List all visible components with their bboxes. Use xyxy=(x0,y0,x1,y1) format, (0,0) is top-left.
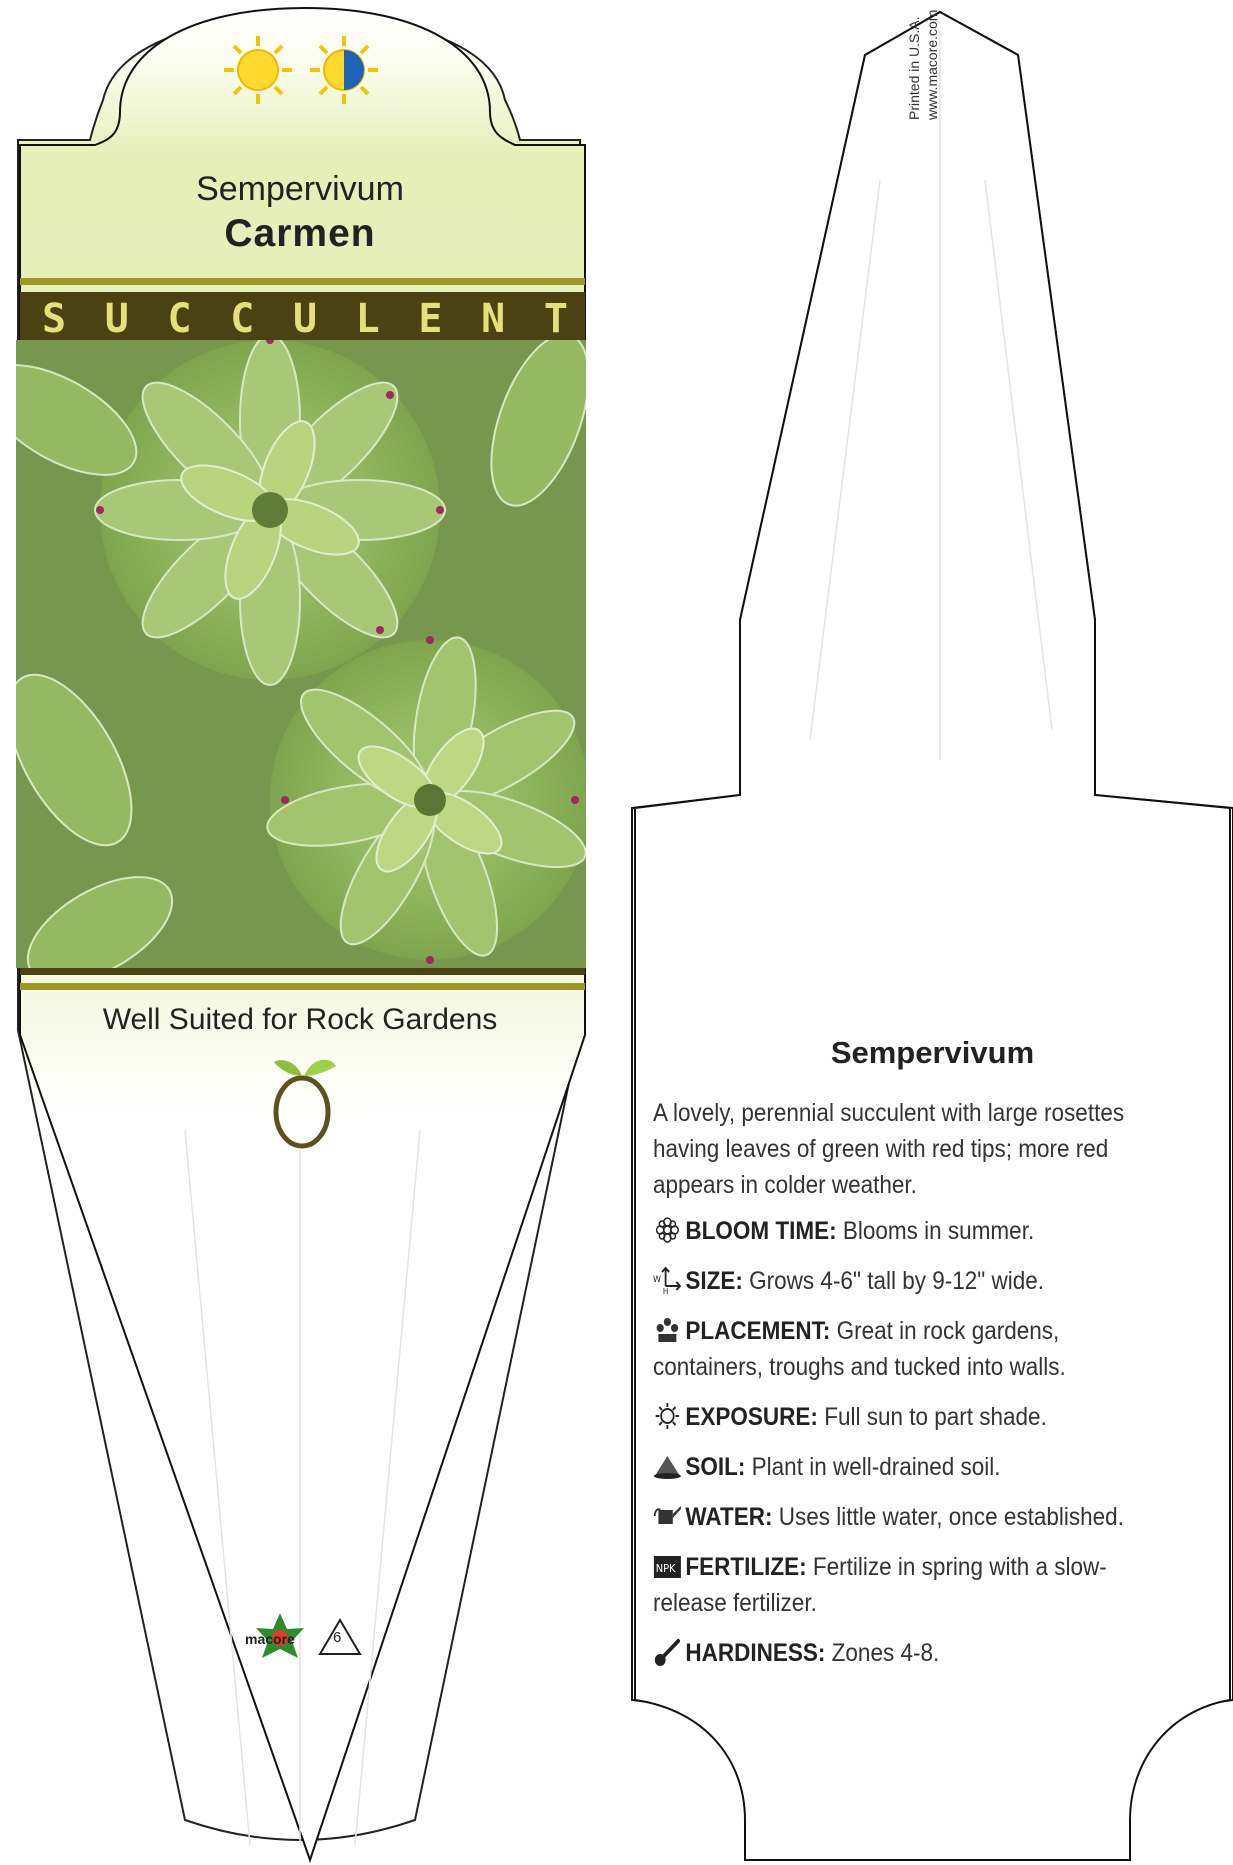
attribute-value: Plant in well-drained soil. xyxy=(751,1453,1001,1481)
category-letter: S xyxy=(42,296,67,342)
plant-cultivar: Carmen xyxy=(224,212,376,255)
printed-line: Printed in U.S.A. xyxy=(906,16,922,120)
attribute-label: PLACEMENT: xyxy=(685,1317,831,1345)
svg-text:H: H xyxy=(662,1286,669,1294)
npk-icon xyxy=(653,1552,682,1580)
top-rule xyxy=(20,278,585,285)
svg-text:W: W xyxy=(653,1274,661,1286)
attribute-label: WATER: xyxy=(685,1503,773,1531)
recycle-code: 6 xyxy=(333,1629,342,1646)
attribute-row xyxy=(653,1213,1153,1249)
sun-outline-icon xyxy=(653,1402,682,1430)
attribute-label: SIZE: xyxy=(685,1267,743,1295)
plant-photo xyxy=(0,322,608,1005)
size-icon xyxy=(653,1266,682,1294)
category-letter: L xyxy=(355,296,380,342)
attribute-value: Full sun to part shade. xyxy=(824,1403,1047,1431)
attribute-row xyxy=(653,1263,1153,1299)
category-label xyxy=(20,296,590,342)
attribute-row xyxy=(653,1499,1153,1535)
attribute-value: Fertilize in spring with a slow-release fertilizer. xyxy=(653,1553,1107,1617)
category-letter: T xyxy=(543,296,568,342)
attribute-value: Uses little water, once established. xyxy=(778,1503,1124,1531)
thermometer-icon xyxy=(653,1638,682,1666)
attribute-value: Zones 4-8. xyxy=(831,1639,940,1667)
attribute-row xyxy=(653,1313,1153,1385)
plant-genus: Sempervivum xyxy=(196,170,404,208)
attribute-value: Great in rock gardens, containers, troughs and tucked into walls. xyxy=(653,1317,1066,1381)
attribute-row xyxy=(653,1635,1153,1671)
attribute-label: FERTILIZE: xyxy=(685,1553,807,1581)
attribute-label: EXPOSURE: xyxy=(685,1403,818,1431)
category-letter: U xyxy=(292,296,318,342)
care-info xyxy=(653,1095,1153,1685)
attribute-value: Grows 4-6" tall by 9-12" wide. xyxy=(749,1267,1045,1295)
brand-name: macore xyxy=(245,1631,295,1647)
category-letter: N xyxy=(481,296,506,342)
attribute-row xyxy=(653,1549,1153,1621)
attribute-label: HARDINESS: xyxy=(685,1639,826,1667)
watering-can-icon xyxy=(653,1502,682,1530)
flower-icon xyxy=(653,1216,682,1244)
attribute-value: Blooms in summer. xyxy=(842,1217,1035,1245)
category-letter: C xyxy=(167,296,192,342)
attribute-label: SOIL: xyxy=(685,1453,746,1481)
attribute-label: BLOOM TIME: xyxy=(685,1217,837,1245)
category-letter: C xyxy=(230,296,255,342)
svg-text:NPK: NPK xyxy=(655,1562,676,1576)
description: A lovely, perennial succulent with large rosettes having leaves of green with red tips; more red appears in colder weather. xyxy=(653,1099,1125,1199)
website-line: www.macore.com xyxy=(924,9,940,120)
tagline: Well Suited for Rock Gardens xyxy=(102,1003,498,1036)
soil-icon xyxy=(653,1452,682,1480)
category-letter: U xyxy=(104,296,129,342)
back-title: Sempervivum xyxy=(830,1035,1035,1070)
category-letter: E xyxy=(418,296,443,342)
plants-icon xyxy=(653,1316,682,1344)
attribute-row xyxy=(653,1449,1153,1485)
printed-note xyxy=(905,10,941,120)
attribute-row xyxy=(653,1399,1153,1435)
